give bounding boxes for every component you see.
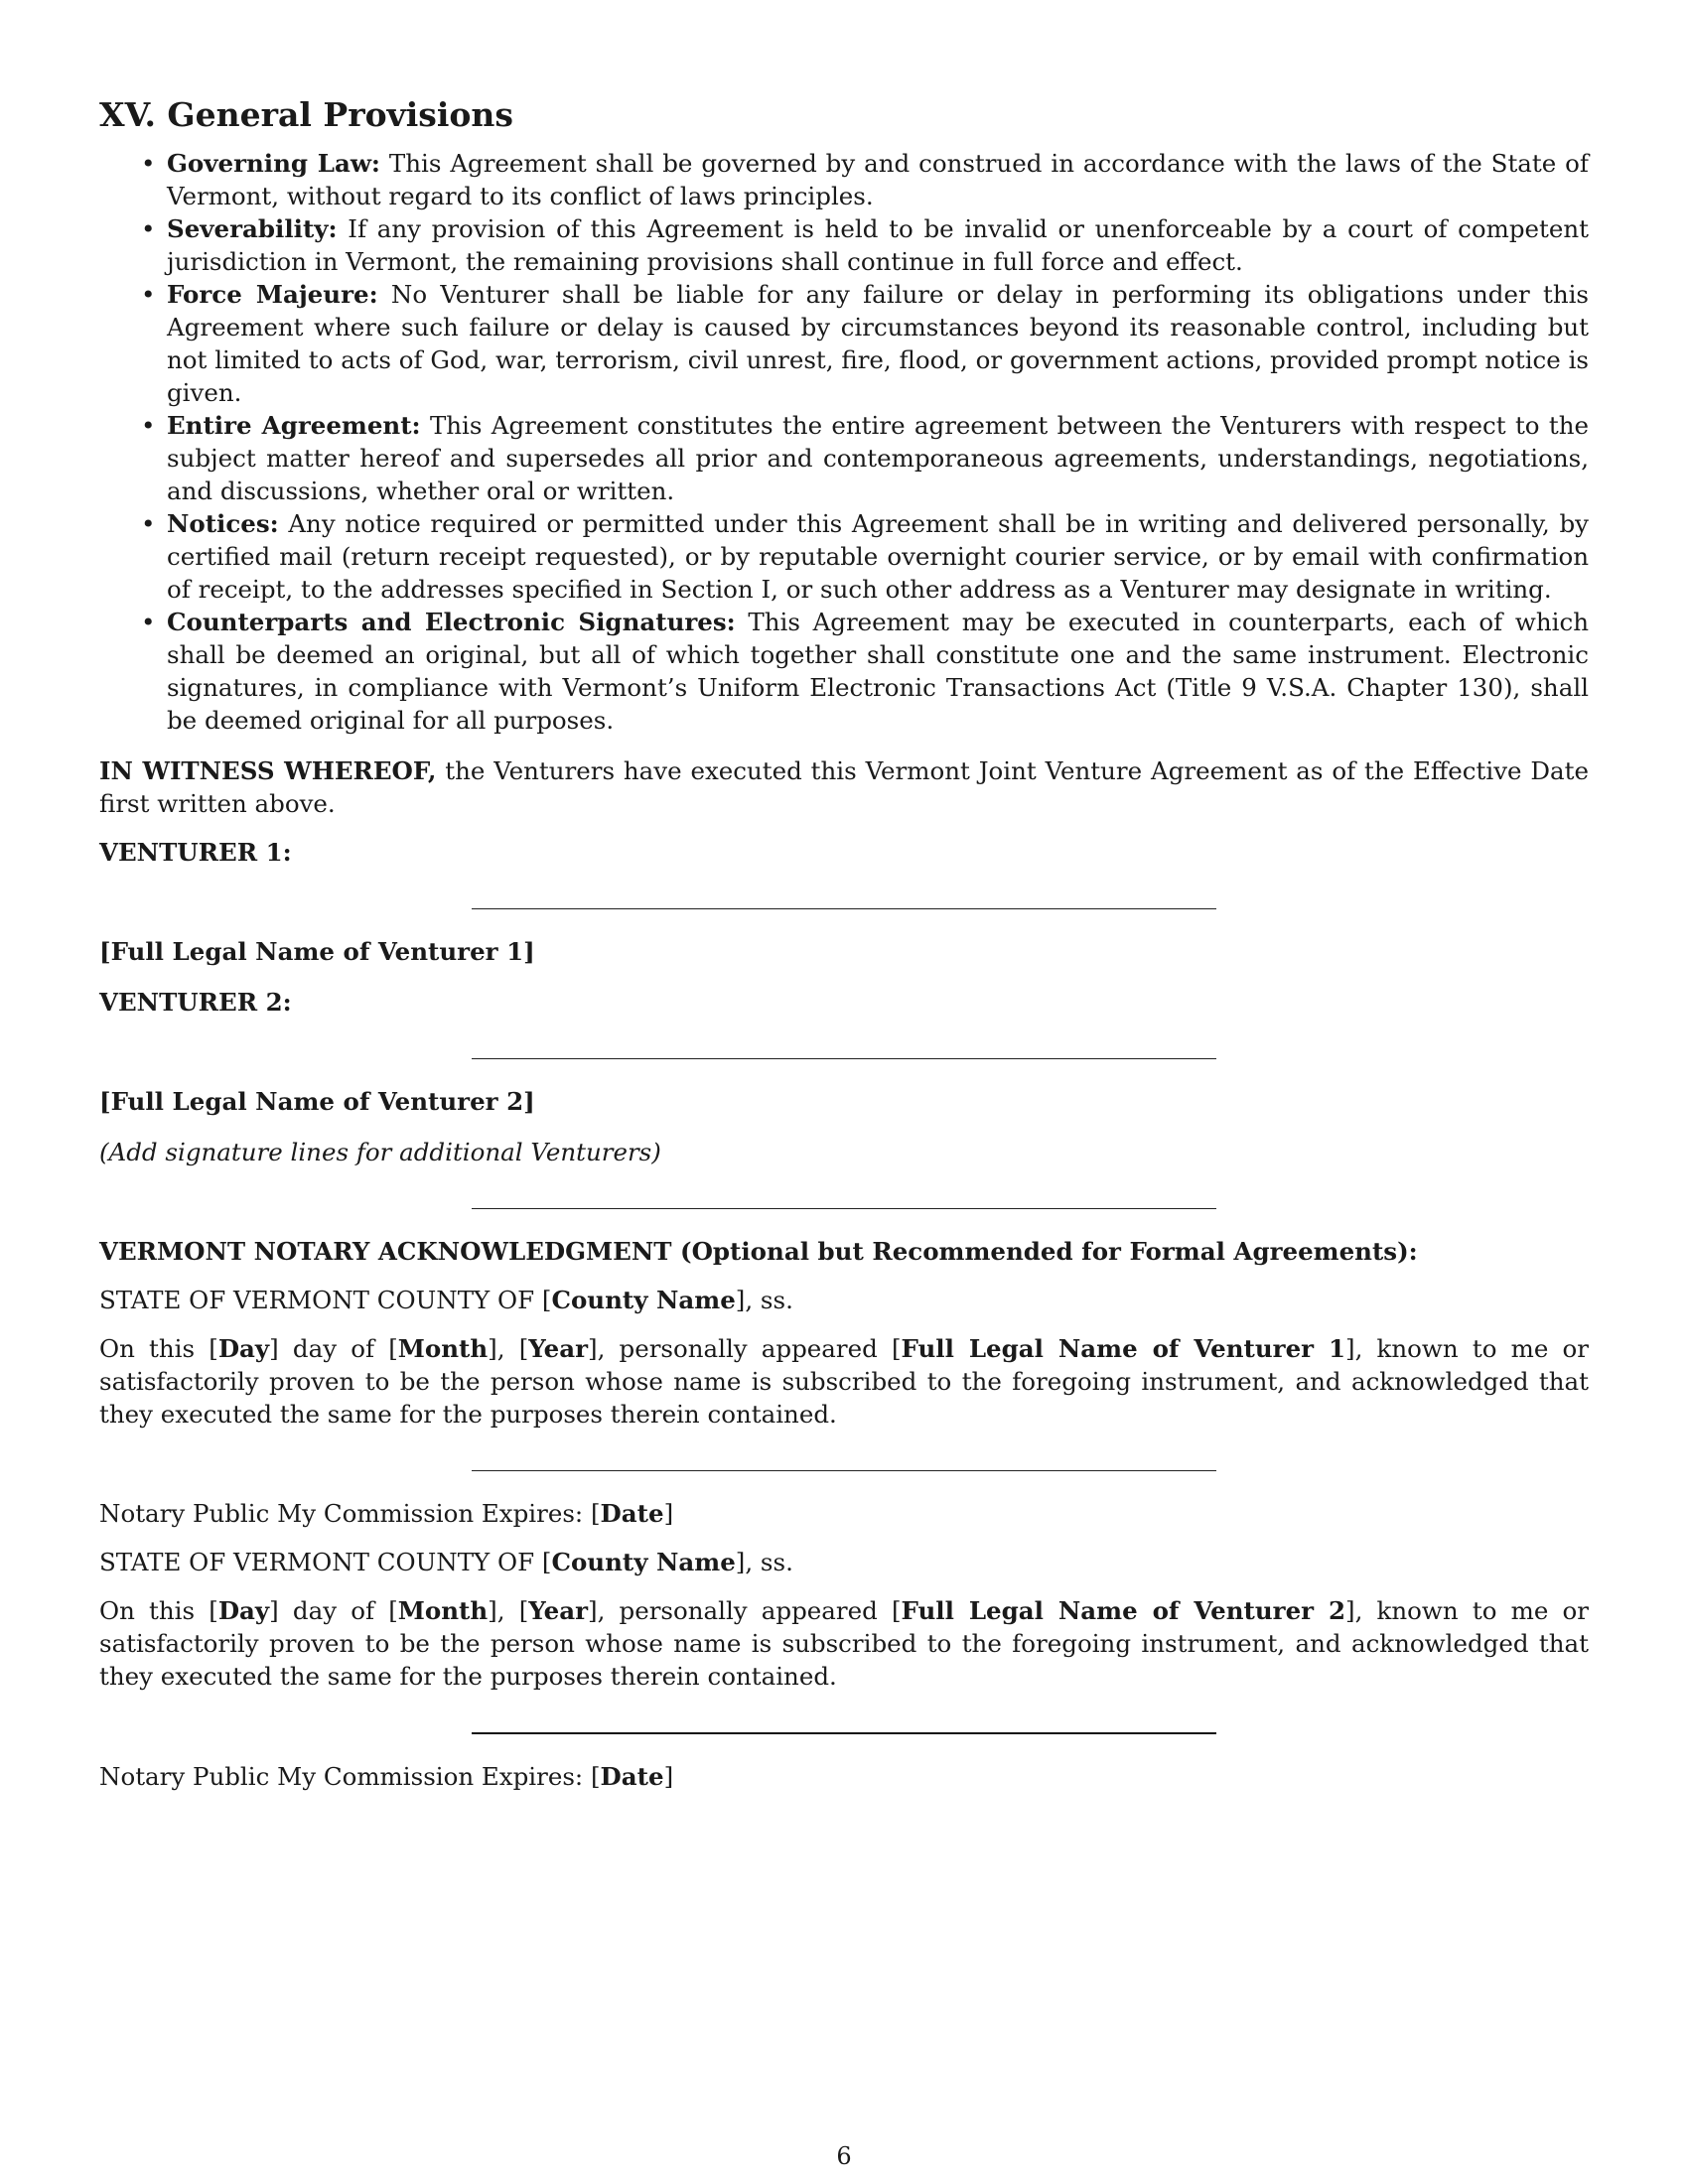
provision-term: Entire Agreement:	[167, 411, 421, 440]
provision-governing-law	[167, 147, 1589, 212]
provisions-list	[99, 147, 1589, 737]
provision-term: Force Majeure:	[167, 280, 378, 309]
date-placeholder: Date	[600, 1499, 664, 1528]
witness-text: the Venturers have executed this Vermont Joint Venture Agreement as of the Effective Date first written above.	[99, 756, 1589, 818]
date-placeholder: Date	[600, 1762, 664, 1791]
year-placeholder: Year	[528, 1334, 588, 1363]
provision-term: Severability:	[167, 214, 338, 243]
notary2-signature-line[interactable]	[472, 1732, 1216, 1734]
witness-paragraph	[99, 754, 1589, 820]
month-placeholder: Month	[397, 1334, 489, 1363]
day-placeholder: Day	[217, 1334, 270, 1363]
state-prefix: STATE OF VERMONT COUNTY OF	[99, 1286, 542, 1314]
comma: ,	[496, 1596, 519, 1625]
provision-severability	[167, 212, 1589, 278]
venturer-name-placeholder: Full Legal Name of Venturer 1	[901, 1334, 1346, 1363]
section-title: XV. General Provisions	[99, 95, 513, 134]
venturer2-name-text: Full Legal Name of Venturer 2	[110, 1087, 524, 1116]
ack-rest: , known to me or satisfactorily proven to be the person whose name is subscribed to the foregoing instrument, and acknowledged that they executed the same for the purposes therein contained.	[99, 1596, 1589, 1691]
provision-text: This Agreement constitutes the entire agreement between the Venturers with respect to the subject matter hereof and supersedes all prior and contemporaneous agreements, understandings, negotiations, and discussions, whether oral or written.	[167, 411, 1590, 505]
notary-heading: VERMONT NOTARY ACKNOWLEDGMENT (Optional but Recommended for Formal Agreements):	[99, 1237, 1418, 1266]
provision-term: Counterparts and Electronic Signatures:	[167, 608, 736, 636]
expires-label: Notary Public My Commission Expires:	[99, 1762, 591, 1791]
appeared: , personally appeared	[597, 1334, 892, 1363]
ack-rest: , known to me or satisfactorily proven to be the person whose name is subscribed to the foregoing instrument, and acknowledged that they executed the same for the purposes therein contained.	[99, 1334, 1589, 1429]
provision-notices	[167, 507, 1589, 606]
notary2-state-line: STATE OF VERMONT COUNTY OF [County Name], ss.	[99, 1548, 793, 1576]
day-of: day of	[278, 1596, 389, 1625]
notary1-state-line: STATE OF VERMONT COUNTY OF [County Name], ss.	[99, 1286, 793, 1314]
day-of: day of	[278, 1334, 389, 1363]
notary1-acknowledgment: On this [Day] day of [Month], [Year], personally appeared [Full Legal Name of Venturer 1], known to me or satisfactorily proven to be the person whose name is subscribed to the foregoing instrument, and acknowledged that they executed the same for the purposes therein contained.	[99, 1334, 1589, 1429]
notary2-acknowledgment: On this [Day] day of [Month], [Year], personally appeared [Full Legal Name of Venturer 2], known to me or satisfactorily proven to be the person whose name is subscribed to the foregoing instrument, and acknowledged that they executed the same for the purposes therein contained.	[99, 1596, 1589, 1691]
witness-lead: IN WITNESS WHEREOF,	[99, 756, 437, 785]
provision-text: This Agreement shall be governed by and construed in accordance with the laws of the State of Vermont, without regard to its conflict of laws principles.	[167, 149, 1589, 210]
notary2-expires: Notary Public My Commission Expires: [Date]	[99, 1762, 674, 1791]
day-placeholder: Day	[217, 1596, 270, 1625]
county-placeholder: County Name	[551, 1548, 736, 1576]
additional-venturers-note: (Add signature lines for additional Venturers)	[99, 1138, 661, 1166]
state-suffix: , ss.	[745, 1548, 793, 1576]
provision-force-majeure	[167, 278, 1589, 409]
page-number: 6	[836, 2142, 852, 2170]
additional-signature-line[interactable]	[472, 1208, 1216, 1209]
provision-term: Governing Law:	[167, 149, 380, 178]
venturer2-name: [Full Legal Name of Venturer 2]	[99, 1087, 535, 1116]
venturer1-name-text: Full Legal Name of Venturer 1	[110, 937, 524, 966]
year-placeholder: Year	[528, 1596, 588, 1625]
venturer2-label: VENTURER 2:	[99, 988, 292, 1017]
county-placeholder: County Name	[551, 1286, 736, 1314]
on-this: On this	[99, 1334, 210, 1363]
expires-label: Notary Public My Commission Expires:	[99, 1499, 591, 1528]
provision-entire-agreement	[167, 409, 1589, 507]
provision-text: This Agreement may be executed in counterparts, each of which shall be deemed an original, but all of which together shall constitute one and the same instrument. Electronic signatures, in compliance with Vermont’s Uniform Electronic Transactions Act (Title 9 V.S.A. Chapter 130), shall be deemed original for all purposes.	[167, 608, 1589, 735]
venturer1-signature-line[interactable]	[472, 908, 1216, 909]
appeared: , personally appeared	[597, 1596, 892, 1625]
notary1-expires: Notary Public My Commission Expires: [Date]	[99, 1499, 674, 1528]
state-prefix: STATE OF VERMONT COUNTY OF	[99, 1548, 542, 1576]
venturer-name-placeholder: Full Legal Name of Venturer 2	[901, 1596, 1346, 1625]
comma: ,	[496, 1334, 519, 1363]
provision-text: Any notice required or permitted under this Agreement shall be in writing and delivered personally, by certified mail (return receipt requested), or by reputable overnight courier service, or by email with confirmation of receipt, to the addresses specified in Section I, or such other address as a Venturer may designate in writing.	[167, 509, 1589, 604]
provision-text: If any provision of this Agreement is held to be invalid or unenforceable by a court of competent jurisdiction in Vermont, the remaining provisions shall continue in full force and effect.	[167, 214, 1589, 276]
venturer1-label: VENTURER 1:	[99, 838, 292, 867]
venturer1-name: [Full Legal Name of Venturer 1]	[99, 937, 535, 966]
state-suffix: , ss.	[745, 1286, 793, 1314]
provision-term: Notices:	[167, 509, 279, 538]
venturer2-signature-line[interactable]	[472, 1058, 1216, 1059]
notary1-signature-line[interactable]	[472, 1470, 1216, 1471]
document-page	[99, 95, 1589, 1809]
provision-text: No Venturer shall be liable for any failure or delay in performing its obligations under this Agreement where such failure or delay is caused by circumstances beyond its reasonable control, including but not limited to acts of God, war, terrorism, civil unrest, fire, flood, or government actions, provided prompt notice is given.	[167, 280, 1590, 407]
month-placeholder: Month	[397, 1596, 489, 1625]
on-this: On this	[99, 1596, 210, 1625]
provision-counterparts	[167, 606, 1589, 737]
